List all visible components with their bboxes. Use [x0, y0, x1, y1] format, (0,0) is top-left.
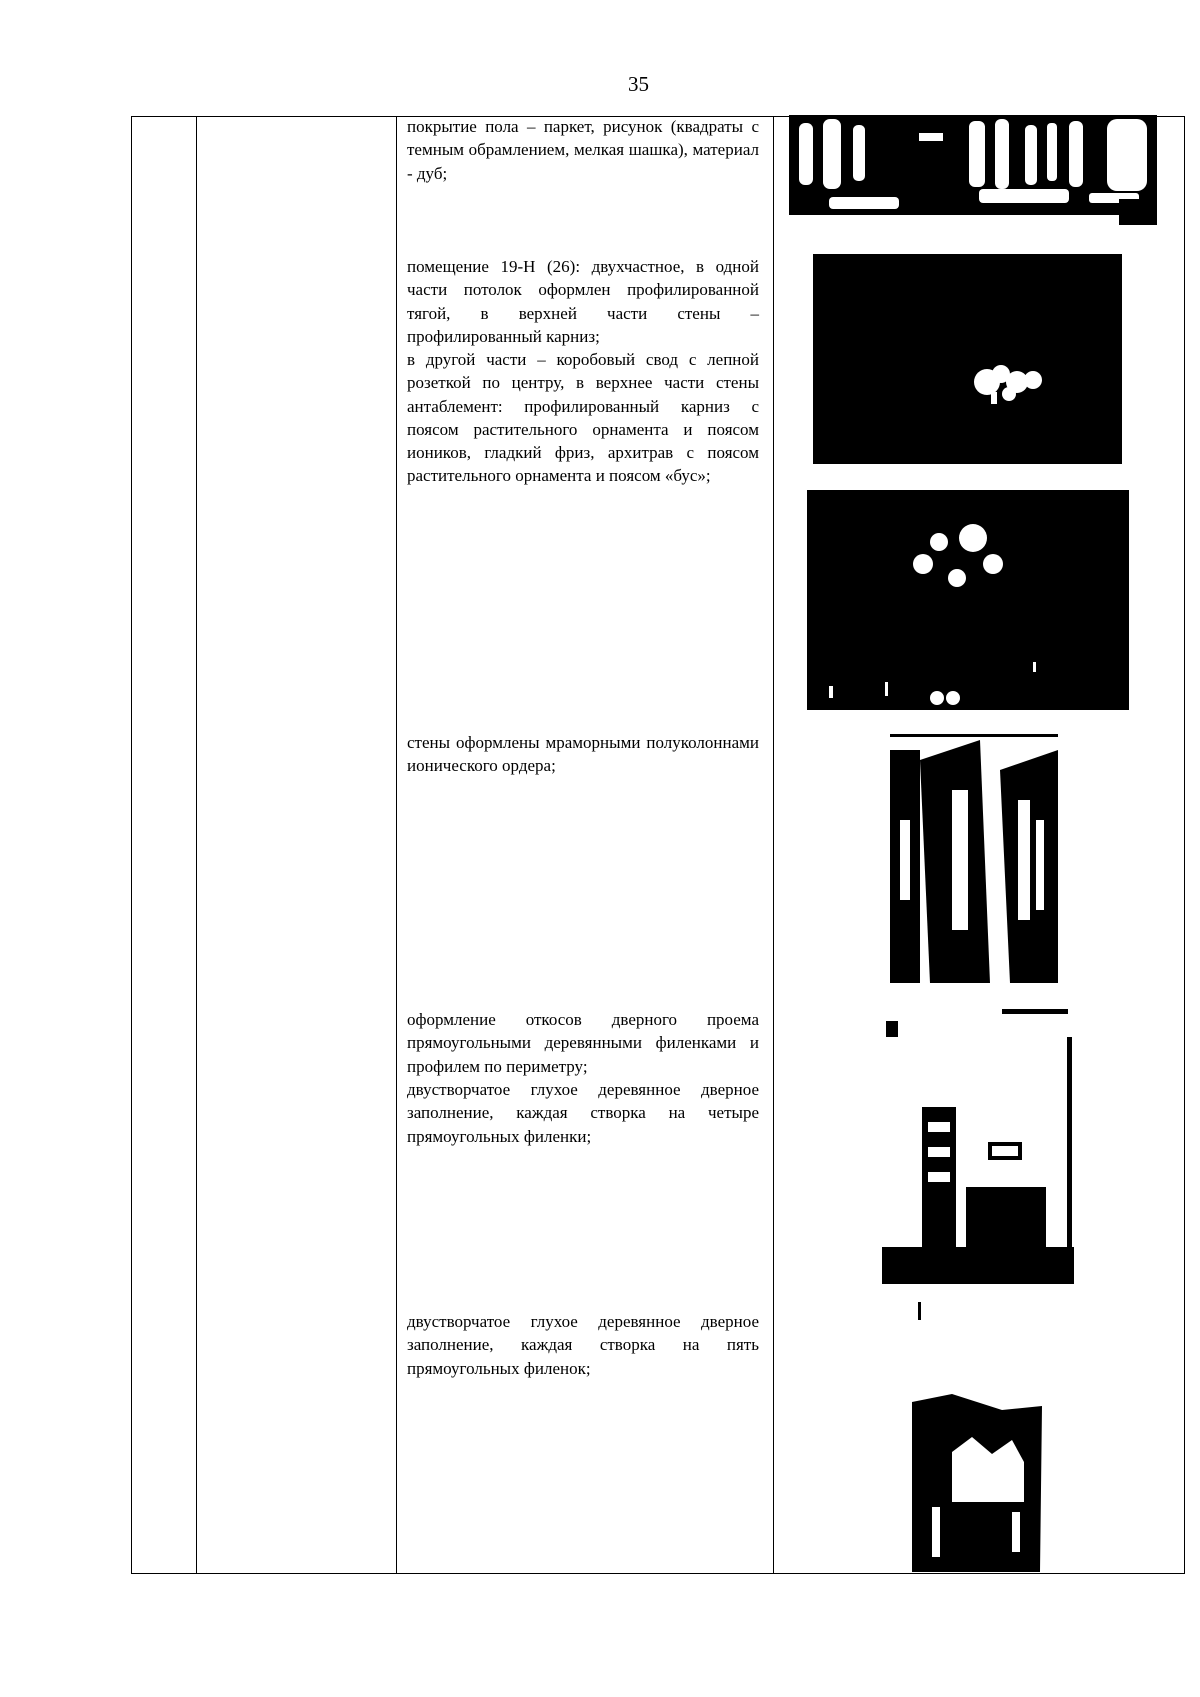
- description-door-four-panels: двустворчатое глухое деревянное дверное заполнение, каждая створка на четыре прямоугольных филенки;: [407, 1080, 759, 1146]
- description-floor: покрытие пола – паркет, рисунок (квадраты с темным обрамлением, мелкая шашка), материал - дуб;: [407, 117, 759, 183]
- page-number: 35: [628, 72, 649, 96]
- double-door-five-panels-photo: [912, 1302, 1057, 1572]
- vaulted-ceiling-rosette-photo: [807, 490, 1129, 710]
- marble-half-columns-photo: [890, 730, 1058, 983]
- ceiling-profiled-molding-photo: [813, 254, 1122, 464]
- description-door-five-panels: двустворчатое глухое деревянное дверное заполнение, каждая створка на пять прямоугольных филенок;: [407, 1312, 759, 1378]
- column-divider-2: [396, 117, 397, 1573]
- description-door-reveals: оформление откосов дверного проема прямоугольными деревянными филенками и профилем по периметру;: [407, 1010, 759, 1076]
- door-opening-panels-photo: [882, 1007, 1074, 1284]
- description-vault: в другой части – коробовый свод с лепной розеткой по центру, в верхнее части стены антаблемент: профилированный карниз с поясом растительного орнамента и поясом иоников, гладкий фриз, архитрав с поясом растительного орнамента и поясом «бус»;: [407, 350, 759, 486]
- description-walls: стены оформлены мраморными полуколоннами ионического ордера;: [407, 733, 759, 776]
- parquet-floor-photo: [789, 115, 1157, 225]
- column-divider-1: [196, 117, 197, 1573]
- description-room-19n: помещение 19-Н (26): двухчастное, в одной части потолок оформлен профилированной тягой, в верхней части стены – профилированный карниз;: [407, 257, 759, 346]
- column-divider-3: [773, 117, 774, 1573]
- inventory-table: [131, 116, 1185, 1574]
